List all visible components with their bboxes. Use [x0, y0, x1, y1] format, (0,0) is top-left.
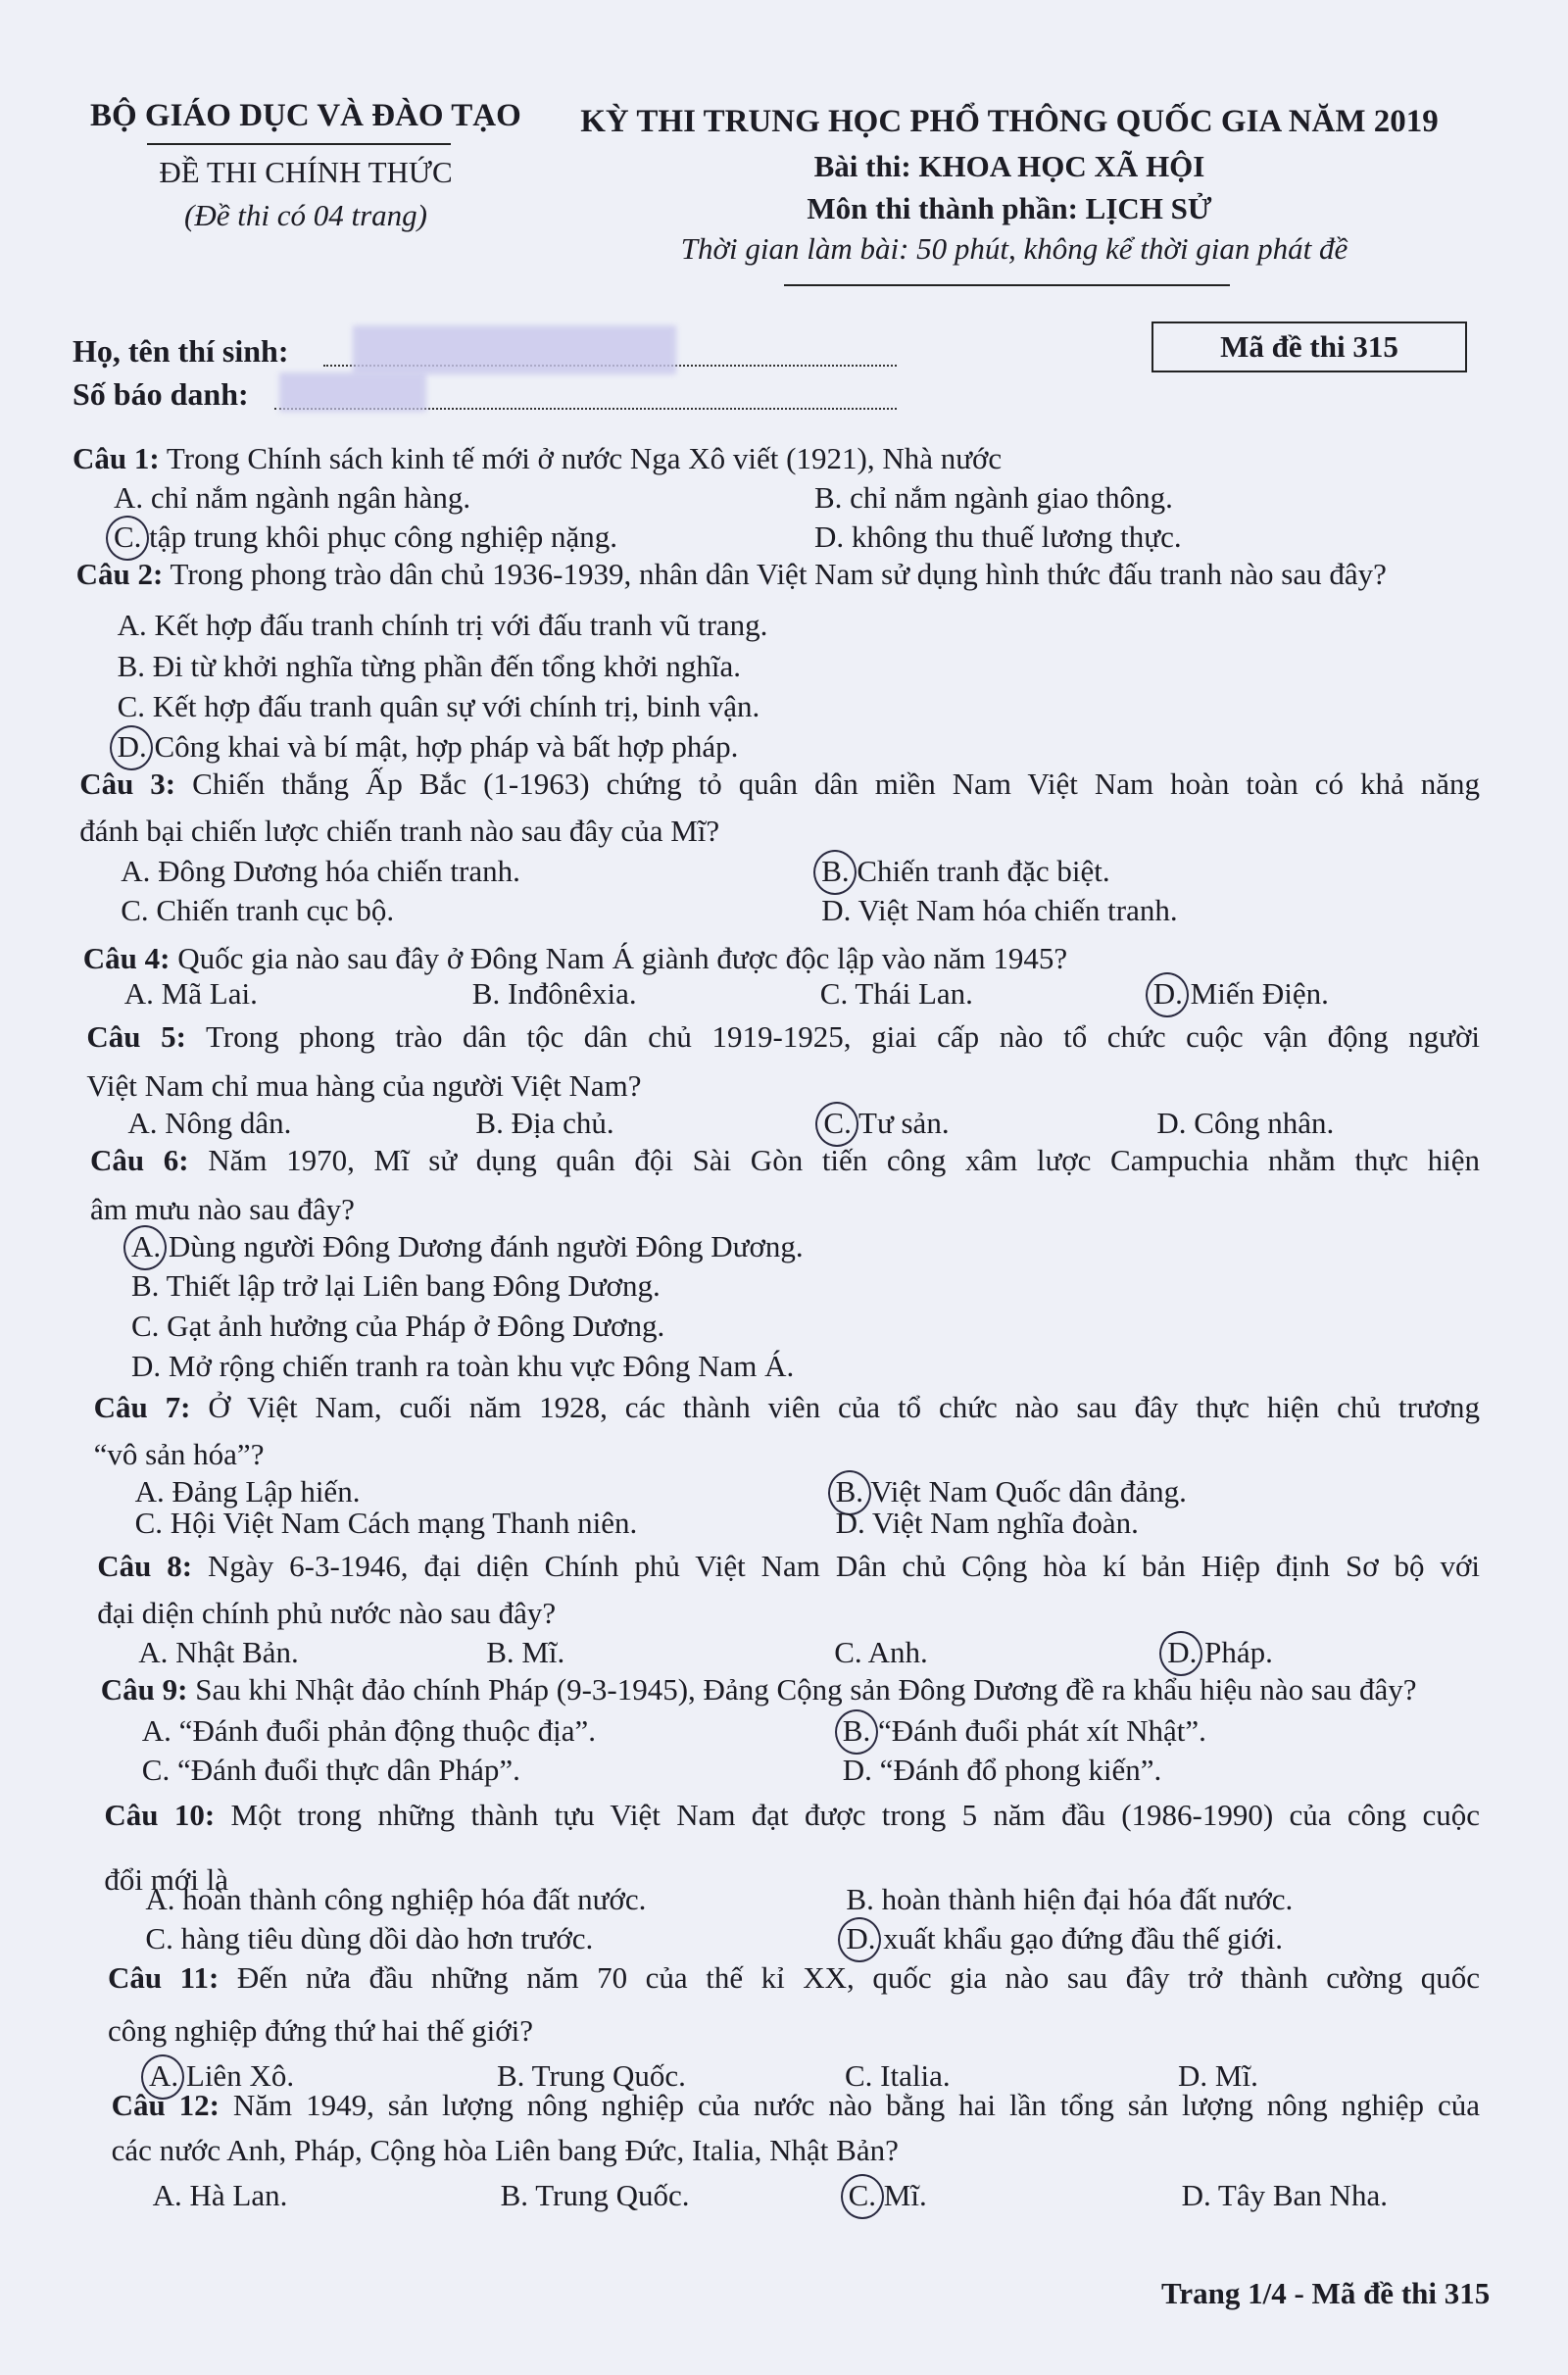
answer-option-a: A. Nhật Bản.: [138, 1635, 299, 1669]
answer-option-b: B. Thiết lập trở lại Liên bang Đông Dương.: [131, 1268, 661, 1303]
answer-option-c: C. Chiến tranh cục bộ.: [121, 893, 395, 927]
answer-option-c: C. Hội Việt Nam Cách mạng Thanh niên.: [134, 1506, 638, 1540]
question-stem-line: [90, 1192, 355, 1227]
question-number: Câu 4:: [82, 941, 171, 975]
question-stem-text: âm mưu nào sau đây?: [90, 1192, 355, 1226]
candidate-id-label: Số báo danh:: [73, 376, 249, 412]
redacted-id: [279, 372, 426, 412]
answer-option-b: B. Chiến tranh đặc biệt.: [821, 854, 1110, 888]
question-number: Câu 5:: [86, 1019, 186, 1054]
answer-option-c: C. Italia.: [845, 2058, 951, 2093]
answer-option-b: B. Inđônêxia.: [471, 976, 637, 1011]
answer-option-a: A. Đông Dương hóa chiến tranh.: [121, 854, 520, 888]
divider: [147, 143, 451, 145]
answer-option-a: A. Hà Lan.: [152, 2178, 288, 2212]
question-stem-text: Ngày 6-3-1946, đại diện Chính phủ Việt Nam Dân chủ Cộng hòa kí bản Hiệp định Sơ bộ với: [208, 1549, 1481, 1583]
question-stem-line: [73, 441, 1002, 476]
answer-option-d: D. Công khai và bí mật, hợp pháp và bất hợp pháp.: [117, 729, 739, 764]
handwritten-answer-circle: [835, 1709, 878, 1755]
answer-option-c: C. “Đánh đuổi thực dân Pháp”.: [141, 1753, 520, 1787]
question-stem-line: [108, 1960, 1480, 1996]
question-stem-text: Sau khi Nhật đảo chính Pháp (9-3-1945), Đảng Cộng sản Đông Dương đề ra khẩu hiệu nào sau đây?: [195, 1672, 1417, 1707]
handwritten-answer-circle: [123, 1225, 167, 1270]
question-stem-text: Chiến thắng Ấp Bắc (1-1963) chứng tỏ quân dân miền Nam Việt Nam hoàn toàn có khả năng: [192, 767, 1481, 801]
question-number: Câu 11:: [108, 1960, 220, 1995]
pages-note: (Đề thi có 04 trang): [184, 198, 427, 232]
question-number: Câu 6:: [90, 1143, 189, 1177]
question-number: Câu 12:: [111, 2088, 220, 2122]
question-stem-text: đại diện chính phủ nước nào sau đây?: [97, 1596, 557, 1630]
question-number: Câu 9:: [100, 1672, 188, 1707]
question-stem-line: [86, 1068, 641, 1104]
subject: Môn thi thành phần: LỊCH SỬ: [807, 191, 1212, 225]
question-stem-line: [94, 1437, 265, 1472]
ministry-name: BỘ GIÁO DỤC VÀ ĐÀO TẠO: [90, 98, 521, 133]
subject-group: Bài thi: KHOA HỌC XÃ HỘI: [813, 149, 1205, 183]
question-stem-text: Trong Chính sách kinh tế mới ở nước Nga Xô viết (1921), Nhà nước: [166, 441, 1003, 475]
answer-option-d: D. Tây Ban Nha.: [1181, 2178, 1388, 2212]
question-number: Câu 10:: [104, 1798, 216, 1832]
question-stem-line: [108, 2013, 533, 2049]
question-stem-line: [79, 814, 719, 849]
question-number: Câu 8:: [97, 1549, 193, 1583]
question-stem-text: Việt Nam chỉ mua hàng của người Việt Nam?: [86, 1068, 642, 1103]
question-stem-line: [112, 2088, 1480, 2123]
answer-option-b: B. “Đánh đuổi phát xít Nhật”.: [842, 1713, 1206, 1748]
handwritten-answer-circle: [813, 850, 857, 895]
answer-option-a: A. Kết hợp đấu tranh chính trị với đấu tranh vũ trang.: [117, 608, 768, 642]
question-stem-line: [97, 1596, 556, 1631]
question-stem-text: Một trong những thành tựu Việt Nam đạt được trong 5 năm đầu (1986-1990) của công cuộc: [230, 1798, 1480, 1832]
exam-code: Mã đề thi 315: [1220, 329, 1398, 364]
answer-option-a: A. hoàn thành công nghiệp hóa đất nước.: [145, 1882, 647, 1916]
handwritten-answer-circle: [1146, 972, 1189, 1017]
answer-option-c: C. Kết hợp đấu tranh quân sự với chính trị, binh vận.: [117, 689, 760, 723]
answer-option-d: D. Mở rộng chiến tranh ra toàn khu vực Đông Nam Á.: [131, 1349, 795, 1383]
answer-option-d: D. Việt Nam nghĩa đoàn.: [835, 1506, 1139, 1540]
question-stem-line: [101, 1672, 1417, 1707]
answer-option-c: C. Mĩ.: [848, 2178, 927, 2212]
question-stem-text: Quốc gia nào sau đây ở Đông Nam Á giành được độc lập vào năm 1945?: [177, 941, 1068, 975]
question-number: Câu 1:: [73, 441, 160, 475]
answer-option-d: D. Việt Nam hóa chiến tranh.: [821, 893, 1178, 927]
question-stem-text: đánh bại chiến lược chiến tranh nào sau đây của Mĩ?: [79, 814, 720, 848]
question-number: Câu 3:: [79, 767, 176, 801]
answer-option-c: C. hàng tiêu dùng dồi dào hơn trước.: [145, 1921, 594, 1955]
answer-option-b: B. hoàn thành hiện đại hóa đất nước.: [846, 1882, 1294, 1916]
question-stem-text: Trong phong trào dân chủ 1936-1939, nhân dân Việt Nam sử dụng hình thức đấu tranh nào sau đây?: [170, 557, 1387, 591]
question-stem-line: [97, 1549, 1480, 1584]
question-stem-line: [76, 557, 1387, 592]
answer-option-d: D. xuất khẩu gạo đứng đầu thế giới.: [846, 1921, 1283, 1955]
answer-option-b: B. Mĩ.: [486, 1635, 565, 1669]
question-number: Câu 7:: [93, 1390, 191, 1424]
answer-option-a: A. Dùng người Đông Dương đánh người Đông Dương.: [131, 1229, 804, 1263]
question-stem-text: công nghiệp đứng thứ hai thế giới?: [108, 2013, 533, 2048]
redacted-name: [353, 325, 676, 374]
answer-option-c: C. Thái Lan.: [819, 976, 973, 1011]
question-stem-text: Năm 1970, Mĩ sử dụng quân đội Sài Gòn tiến công xâm lược Campuchia nhằm thực hiện: [208, 1143, 1481, 1177]
question-stem-line: [79, 767, 1480, 802]
question-stem-line: [83, 941, 1067, 976]
time-note: Thời gian làm bài: 50 phút, không kể thời gian phát đề: [680, 231, 1348, 266]
question-stem-text: Ở Việt Nam, cuối năm 1928, các thành viên của tổ chức nào sau đây thực hiện chủ trương: [208, 1390, 1480, 1424]
question-stem-text: các nước Anh, Pháp, Cộng hòa Liên bang Đức, Italia, Nhật Bản?: [111, 2133, 899, 2167]
question-stem-text: “vô sản hóa”?: [93, 1437, 265, 1471]
exam-code-box: [1152, 322, 1467, 372]
handwritten-answer-circle: [106, 516, 149, 561]
handwritten-answer-circle: [1159, 1631, 1202, 1676]
answer-option-a: A. Nông dân.: [127, 1106, 292, 1140]
answer-option-b: B. Trung Quốc.: [497, 2058, 686, 2093]
answer-option-a: A. “Đánh đuổi phản động thuộc địa”.: [141, 1713, 596, 1748]
question-stem-line: [104, 1798, 1480, 1833]
question-stem-text: Trong phong trào dân tộc dân chủ 1919-1925, giai cấp nào tổ chức cuộc vận động người: [205, 1019, 1480, 1054]
answer-option-b: B. Việt Nam Quốc dân đảng.: [835, 1474, 1187, 1509]
handwritten-answer-circle: [841, 2174, 884, 2219]
exam-title: KỲ THI TRUNG HỌC PHỔ THÔNG QUỐC GIA NĂM 2019: [580, 104, 1439, 139]
answer-option-d: D. Miến Điện.: [1152, 976, 1329, 1011]
question-stem-line: [86, 1019, 1480, 1055]
answer-option-c: C. Tư sản.: [823, 1106, 950, 1140]
answer-option-c: C. tập trung khôi phục công nghiệp nặng.: [114, 520, 617, 554]
answer-option-d: D. Công nhân.: [1156, 1106, 1335, 1140]
divider: [784, 284, 1230, 286]
page-footer: Trang 1/4 - Mã đề thi 315: [1161, 2276, 1491, 2310]
question-number: Câu 2:: [75, 557, 164, 591]
answer-option-d: D. “Đánh đổ phong kiến”.: [842, 1753, 1162, 1787]
answer-option-a: A. Liên Xô.: [149, 2058, 295, 2093]
answer-option-b: B. Trung Quốc.: [500, 2178, 690, 2212]
official-label: ĐỀ THI CHÍNH THỨC: [159, 155, 453, 189]
question-stem-line: [90, 1143, 1480, 1178]
answer-option-b: B. chỉ nắm ngành giao thông.: [814, 480, 1173, 515]
question-stem-text: Đến nửa đầu những năm 70 của thế kỉ XX, quốc gia nào sau đây trở thành cường quốc: [236, 1960, 1481, 1995]
question-stem-line: [112, 2133, 899, 2168]
answer-option-d: D. Mĩ.: [1178, 2058, 1258, 2093]
answer-option-d: D. không thu thuế lương thực.: [814, 520, 1182, 554]
answer-option-c: C. Anh.: [834, 1635, 928, 1669]
answer-option-d: D. Pháp.: [1167, 1635, 1273, 1669]
answer-option-a: A. Mã Lai.: [123, 976, 258, 1011]
answer-option-a: A. Đảng Lập hiến.: [134, 1474, 361, 1509]
answer-option-a: A. chỉ nắm ngành ngân hàng.: [114, 480, 471, 515]
answer-option-c: C. Gạt ảnh hưởng của Pháp ở Đông Dương.: [131, 1309, 665, 1343]
question-stem-text: đổi mới là: [104, 1862, 228, 1897]
candidate-name-label: Họ, tên thí sinh:: [73, 333, 289, 369]
handwritten-answer-circle: [110, 725, 153, 770]
answer-option-b: B. Đi từ khởi nghĩa từng phần đến tổng khởi nghĩa.: [117, 649, 741, 683]
question-stem-line: [94, 1390, 1480, 1425]
question-stem-text: Năm 1949, sản lượng nông nghiệp của nước nào bằng hai lần tổng sản lượng nông nghiệp của: [232, 2088, 1480, 2122]
answer-option-b: B. Địa chủ.: [475, 1106, 614, 1140]
